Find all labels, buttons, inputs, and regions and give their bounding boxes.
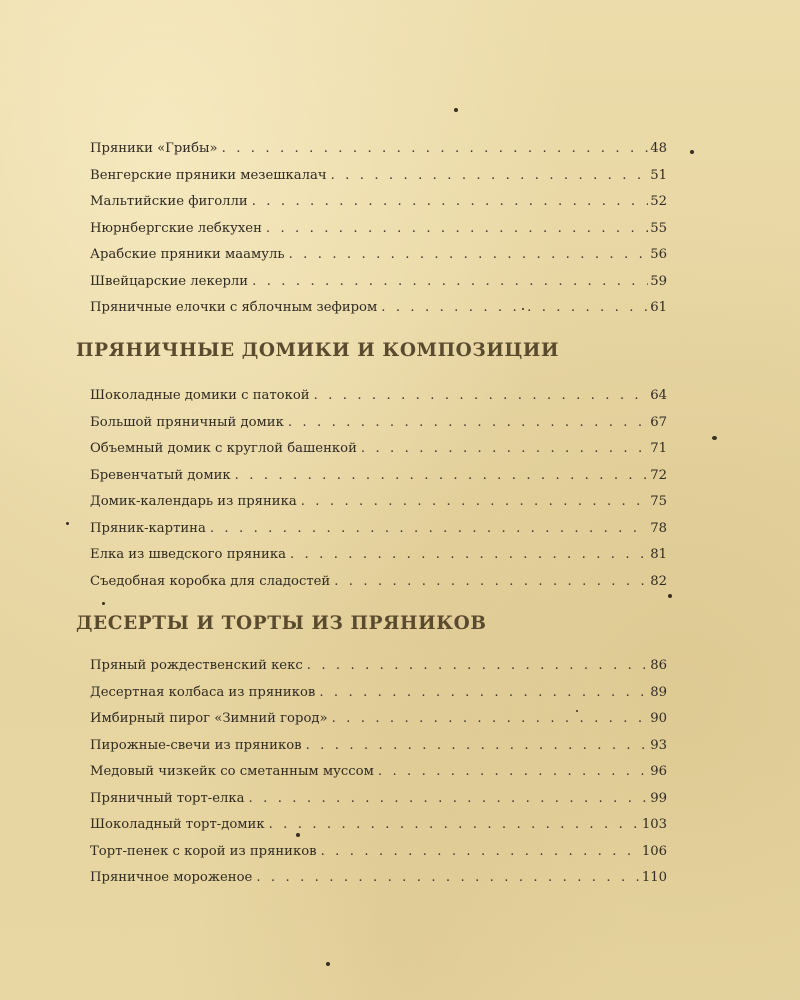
dot-leader [357, 436, 648, 463]
dot-leader [231, 463, 649, 490]
dot-leader [265, 812, 640, 839]
page-number: 64 [650, 388, 667, 403]
toc-entry[interactable] [90, 569, 667, 596]
dot-leader [315, 680, 648, 707]
entry-title: Пряник-картина [90, 520, 206, 536]
toc-entries [90, 383, 667, 595]
page-number: 81 [650, 547, 667, 562]
section-heading: ДЕСЕРТЫ И ТОРТЫ ИЗ ПРЯНИКОВ [76, 613, 487, 634]
dot-leader [285, 242, 649, 269]
page-number: 52 [650, 194, 667, 209]
entry-title: Мальтийские фиголли [90, 194, 248, 209]
dot-leader [327, 163, 649, 190]
dot-leader [245, 786, 649, 813]
page-number: 96 [650, 764, 667, 779]
dot-leader [248, 269, 648, 296]
paper-speck [66, 522, 69, 525]
entry-title: Имбирный пирог «Зимний город» [90, 711, 328, 726]
entry-title: Большой пряничный домик [90, 414, 284, 430]
entry-title: Бревенчатый домик [90, 467, 231, 483]
entry-title: Пирожные-свечи из пряников [90, 737, 302, 753]
dot-leader [328, 706, 649, 733]
page-number: 103 [641, 817, 667, 832]
toc-entry[interactable] [90, 136, 667, 163]
toc-entry[interactable] [90, 542, 667, 569]
entry-title: Швейцарские лекерли [90, 273, 249, 289]
page-number: 90 [650, 711, 667, 726]
paper-speck [326, 962, 330, 966]
paper-speck [454, 108, 458, 112]
toc-entry[interactable] [90, 216, 667, 243]
entry-title: Торт-пенек с корой из пряников [90, 843, 317, 859]
page-number: 51 [650, 167, 667, 183]
entry-title: Нюрнбергские лебкухен [90, 220, 262, 236]
entry-title: Пряничные елочки с яблочным зефиром [90, 300, 378, 315]
page-number: 56 [650, 247, 667, 262]
toc-entry[interactable] [90, 410, 667, 437]
dot-leader [218, 136, 649, 163]
entry-title: Пряничный торт-елка [90, 790, 245, 806]
dot-leader [330, 569, 648, 596]
entry-title: Пряничное мороженое [90, 870, 253, 885]
page-number: 99 [650, 790, 667, 806]
entry-title: Пряники «Грибы» [90, 141, 218, 156]
entry-title: Елка из шведского пряника [90, 547, 286, 562]
page-number: 78 [650, 520, 667, 536]
toc-entry[interactable] [90, 680, 667, 707]
paper-speck [576, 710, 578, 712]
page-number: 71 [650, 441, 667, 456]
paper-speck [522, 308, 524, 310]
paper-speck [296, 833, 300, 837]
toc-entry[interactable] [90, 786, 667, 813]
paper-speck [668, 594, 672, 598]
page-number: 75 [650, 494, 667, 509]
page-number: 48 [650, 141, 667, 156]
toc-entry[interactable] [90, 865, 667, 892]
page-number: 106 [641, 843, 667, 859]
dot-leader [252, 865, 639, 892]
dot-leader [206, 516, 648, 543]
toc-entry[interactable] [90, 839, 667, 866]
entry-title: Шоколадные домики с патокой [90, 388, 310, 403]
entry-title: Шоколадный торт-домик [90, 817, 265, 832]
page-number: 55 [650, 220, 667, 236]
paper-speck [690, 150, 694, 154]
toc-entry[interactable] [90, 516, 667, 543]
dot-leader [262, 216, 648, 243]
toc-entry[interactable] [90, 189, 667, 216]
page-number: 61 [650, 300, 667, 315]
entry-title: Съедобная коробка для сладостей [90, 573, 331, 589]
dot-leader [297, 489, 649, 516]
dot-leader [286, 542, 648, 569]
page-number: 89 [650, 684, 667, 700]
entry-title: Объемный домик с круглой башенкой [90, 441, 357, 456]
entry-title: Десертная колбаса из пряников [90, 684, 316, 700]
page-number: 93 [650, 737, 667, 753]
page-number: 86 [650, 658, 667, 673]
toc-entry[interactable] [90, 489, 667, 516]
dot-leader [248, 189, 649, 216]
entry-title: Венгерские пряники мезешкалач [90, 167, 327, 183]
dot-leader [302, 733, 649, 760]
toc-entries [90, 653, 667, 892]
paper-speck [712, 436, 717, 440]
toc-entry[interactable] [90, 269, 667, 296]
dot-leader [317, 839, 640, 866]
toc-entry[interactable] [90, 295, 667, 322]
dot-leader [284, 410, 648, 437]
page-number: 59 [650, 273, 667, 289]
entry-title: Домик-календарь из пряника [90, 494, 297, 509]
entry-title: Медовый чизкейк со сметанным муссом [90, 764, 374, 779]
toc-entry[interactable] [90, 706, 667, 733]
page-number: 67 [650, 414, 667, 430]
toc-entry[interactable] [90, 812, 667, 839]
page-number: 72 [650, 467, 667, 483]
toc-entry[interactable] [90, 733, 667, 760]
dot-leader [377, 295, 648, 322]
dot-leader [374, 759, 648, 786]
toc-entry[interactable] [90, 653, 667, 680]
toc-entry[interactable] [90, 242, 667, 269]
toc-entry[interactable] [90, 436, 667, 463]
toc-entry[interactable] [90, 463, 667, 490]
dot-leader [310, 383, 649, 410]
dot-leader [303, 653, 648, 680]
toc-entry[interactable] [90, 383, 667, 410]
page-number: 110 [641, 870, 667, 885]
paper-speck [102, 602, 105, 605]
toc-entry[interactable] [90, 163, 667, 190]
entry-title: Пряный рождественский кекс [90, 658, 303, 673]
toc-entries [90, 136, 667, 322]
page-number: 82 [650, 573, 667, 589]
section-heading: ПРЯНИЧНЫЕ ДОМИКИ И КОМПОЗИЦИИ [76, 340, 560, 361]
toc-entry[interactable] [90, 759, 667, 786]
entry-title: Арабские пряники маамуль [90, 247, 285, 262]
